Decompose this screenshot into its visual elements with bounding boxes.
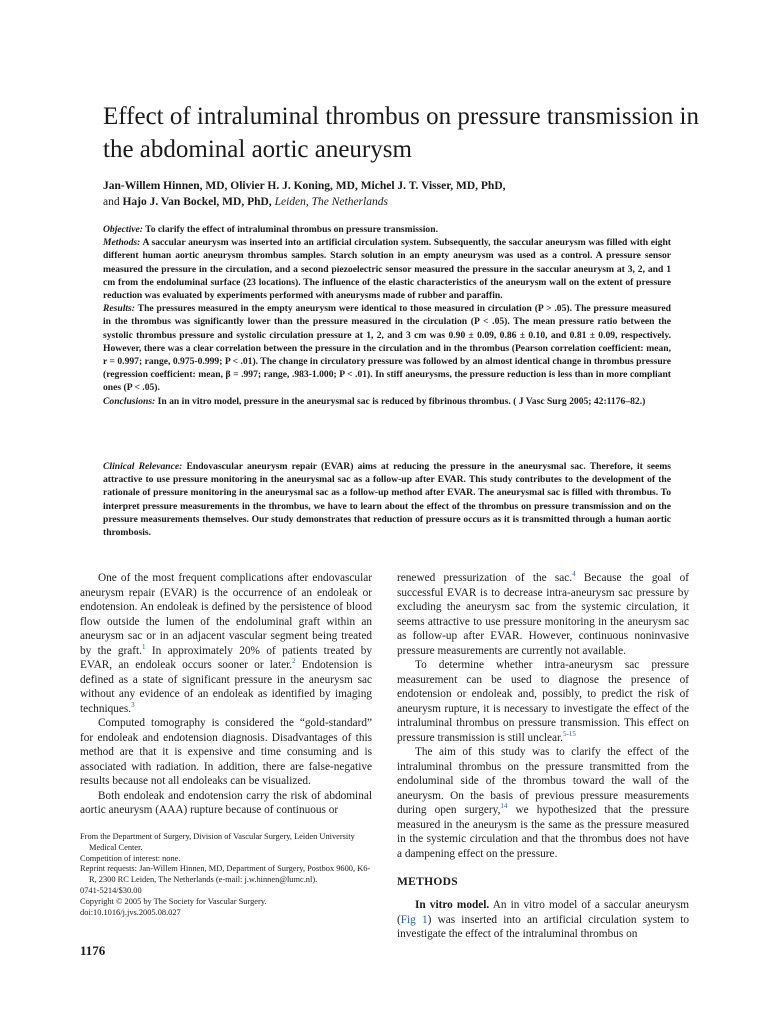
footnote-copyright: Copyright © 2005 by The Society for Vascular Surgery. — [80, 896, 267, 906]
methods-text: A saccular aneurysm was inserted into an artificial circulation system. Subsequently, the saccular aneurysm was filled with eight different human aortic aneurysm thrombus samples. Starch solution in an empty aneurysm was used as a control. A pressure sensor measured the pressure in the circulation, and a second piezoelectric sensor measured the pressure in the saccular aneurysm at 3, 2, and 1 cm from the endoluminal surface (23 locations). The influence of the elastic characteristics of the aneurysm wall on the extent of pressure reduction was evaluated by experiments performed with aneurysms made of rubber and paraffin. — [103, 237, 671, 302]
results-label: Results: — [103, 303, 135, 315]
author-list — [103, 178, 703, 210]
methods-label: Methods: — [103, 237, 141, 249]
article-title: Effect of intraluminal thrombus on pressure transmission in the abdominal aortic aneurysm — [103, 103, 699, 163]
right-p2-text: To determine whether intra-aneurysm sac pressure measurement can be used to diagnose the presence of endotension or endoleak and, possibly, to predict the risk of aneurysm rupture, it is necessary to investigate the effect of the intraluminal thrombus on pressure transmission. This effect on pressure transmission is still unclear. — [397, 659, 689, 744]
footnotes — [80, 832, 372, 918]
abstract — [103, 223, 671, 408]
right-paragraph-2 — [397, 658, 689, 745]
abstract-results — [103, 302, 671, 394]
authors-line-1: Jan-Willem Hinnen, MD, Olivier H. J. Koning, MD, Michel J. T. Visser, MD, PhD, — [103, 180, 506, 192]
body-column-left — [80, 571, 372, 818]
abstract-objective — [103, 223, 671, 236]
reference-1[interactable]: 1 — [141, 642, 146, 651]
reference-3[interactable]: 3 — [131, 700, 135, 709]
methods-paragraph — [397, 898, 689, 942]
reference-2[interactable]: 2 — [292, 657, 296, 666]
objective-label: Objective: — [103, 224, 143, 235]
reference-14[interactable]: 14 — [500, 802, 508, 811]
authors-line-2 — [103, 194, 703, 210]
methods-text-b: ) was inserted into an artificial circulation system to investigate the effect of the intraluminal thrombus on — [397, 913, 690, 940]
conclusions-label: Conclusions: — [103, 395, 156, 407]
right-p3-text-a: The aim of this study was to clarify the effect of the intraluminal thrombus on the pressure transmitted from the endoluminal side of the thrombus toward the wall of the aneurysm. On the basis of previous pressure measurements during open surgery, — [397, 746, 689, 816]
left-paragraph-3: Both endoleak and endotension carry the risk of abdominal aortic aneurysm (AAA) rupture because of continuous or — [80, 789, 372, 816]
right-paragraph-3 — [397, 745, 689, 861]
right-p1-text-b: Because the goal of successful EVAR is to decrease intra-aneurysm sac pressure by excluding the aneurysm sac from the systemic circulation, it seems attractive to use pressure monitoring in the aneurysm sac as follow-up after EVAR. However, continuous noninvasive pressure measurements are currently not available. — [397, 572, 689, 657]
abstract-methods — [103, 236, 671, 302]
authors-line-2-names: Hajo J. Van Bockel, MD, PhD, — [122, 196, 272, 208]
left-p1-text-b: In approximately 20% of patients treated by EVAR, an endoleak occurs sooner or later. — [80, 644, 372, 671]
reference-4[interactable]: 4 — [572, 570, 576, 579]
methods-section — [397, 898, 689, 942]
figure-1-link[interactable]: Fig 1 — [400, 913, 428, 926]
results-text: The pressures measured in the empty aneurysm were identical to those measured in circulation (P > .05). The pressure measured in the thrombus was significantly lower than the pressure measured in the circulation (P < .05). The mean pressure ratio between the systolic thrombus pressure and systolic circulation pressure at 1, 2, and 3 cm was 0.90 ± 0.09, 0.86 ± 0.10, and 0.81 ± 0.09, respectively. However, there was a clear correlation between the pressure in the circulation and in the thrombus (Pearson correlation coefficient: mean, r = 0.997; range, 0.975-0.999; P < .01). The change in circulatory pressure was followed by an almost identical change in thrombus pressure (regression coefficient: mean, β = .997; range, .983-1.000; P < .01). In stiff aneurysms, the pressure reduction is less than in more compliant ones (P < .05). — [103, 303, 671, 394]
footnote-competition: Competition of interest: none. — [80, 853, 181, 863]
methods-heading: METHODS — [397, 876, 458, 888]
page-number: 1176 — [80, 943, 106, 958]
methods-text-a: An in vitro model of a saccular aneurysm ( — [397, 899, 690, 926]
abstract-conclusions — [103, 395, 671, 408]
right-paragraph-1 — [397, 571, 689, 658]
left-paragraph-1 — [80, 571, 372, 716]
footnote-affiliation: From the Department of Surgery, Division of Vascular Surgery, Leiden University Medical Center. — [80, 832, 355, 852]
relevance-text: Endovascular aneurysm repair (EVAR) aims at reducing the pressure in the aneurysmal sac. Therefore, it seems attractive to use pressure monitoring in the aneurysmal sac as a follow-up after EVAR. This study contributes to the development of the rationale of pressure monitoring in the aneurysmal sac as a follow-up method after EVAR. The aneurysmal sac is filled with thrombus. To interpret pressure measurements in the thrombus, we have to learn about the effect of the thrombus on pressure transmission and on the pressure measurements themselves. Our study demonstrates that reduction of pressure occurs as it is transmitted through a human aortic thrombosis. — [103, 461, 671, 539]
left-p1-text-a: One of the most frequent complications after endovascular aneurysm repair (EVAR) is the occurrence of an endoleak or endotension. An endoleak is defined by the persistence of blood flow outside the lumen of the endoluminal graft within an aneurysm sac or in an adjacent vascular segment being treated by the graft. — [80, 572, 372, 657]
right-p1-text-a: renewed pressurization of the sac. — [397, 572, 573, 584]
left-paragraph-2: Computed tomography is considered the “gold-standard” for endoleak and endotension diagnosis. Disadvantages of this method are that it is expensive and time consuming and is associated with radiation. In addition, there are false-negative results because not all endoleaks can be visualized. — [80, 717, 372, 787]
authors-location: Leiden, The Netherlands — [274, 196, 388, 208]
authors-and: and — [103, 196, 120, 208]
left-p1-text-c: Endotension is defined as a state of significant pressure in the aneurysm sac without any evidence of an endoleak as identified by imaging techniques. — [80, 659, 372, 715]
body-column-right — [397, 571, 689, 861]
clinical-relevance — [103, 460, 671, 539]
right-p3-text-b: we hypothesized that the pressure measured in the aneurysm is the same as the pressure measured in the systemic circulation and that the thrombus does not have a dampening effect on the pressure. — [397, 804, 689, 860]
conclusions-text: In an in vitro model, pressure in the aneurysmal sac is reduced by fibrinous thrombus. ( J Vasc Surg 2005; 42:1176–82.) — [155, 395, 646, 407]
relevance-label: Clinical Relevance: — [103, 461, 183, 472]
reference-5-15[interactable]: 5-15 — [562, 729, 576, 738]
footnote-reprint: Reprint requests: Jan-Willem Hinnen, MD, Department of Surgery, Postbox 9600, K6-R, 2300 RC Leiden, The Netherlands (e-mail: j.w.hinnen@lumc.nl). — [80, 864, 371, 885]
footnote-issn: 0741-5214/$30.00 — [80, 885, 142, 895]
footnote-doi: doi:10.1016/j.jvs.2005.08.027 — [80, 907, 181, 917]
objective-text: To clarify the effect of intraluminal thrombus on pressure transmission. — [142, 224, 438, 235]
methods-subheading: In vitro model. — [415, 899, 490, 911]
